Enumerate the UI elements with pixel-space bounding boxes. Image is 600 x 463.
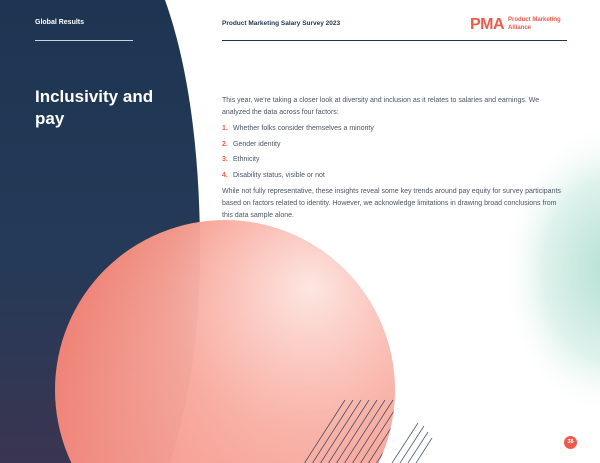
list-number: 4.: [222, 171, 228, 179]
list-number: 3.: [222, 156, 228, 163]
page-heading: Inclusivity and pay: [35, 87, 154, 128]
list-number: 2.: [222, 140, 228, 148]
factor-list: [222, 123, 562, 182]
page-number-badge: 38: [564, 436, 577, 449]
list-number: 1.: [222, 125, 228, 132]
document-title: Product Marketing Salary Survey 2023: [222, 20, 341, 27]
list-label: Gender identity: [233, 140, 281, 148]
list-label: Whether folks consider themselves a minority: [233, 125, 374, 132]
list-item: [222, 170, 562, 182]
intro-paragraph: This year, we're taking a closer look at diversity and inclusion as it relates to salaries and earnings. We analyzed the data across four factors:: [222, 97, 540, 116]
body-copy: [222, 95, 562, 222]
list-item: [222, 139, 562, 151]
logo-mark: PMA: [470, 16, 505, 33]
closing-paragraph: While not fully representative, these insights reveal some key trends around pay equity for survey participants based on factors related to identity. However, we acknowledge limitations in drawing broad conclusions from this data sample alone.: [222, 187, 561, 219]
list-item: [222, 154, 562, 166]
section-label: Global Results: [35, 19, 85, 26]
header-divider: [222, 40, 567, 41]
list-label: Ethnicity: [233, 156, 260, 163]
list-label: Disability status, visible or not: [233, 171, 325, 179]
section-divider: [35, 40, 133, 41]
logo-text: Product Marketing Alliance: [508, 17, 561, 31]
list-item: [222, 123, 562, 135]
